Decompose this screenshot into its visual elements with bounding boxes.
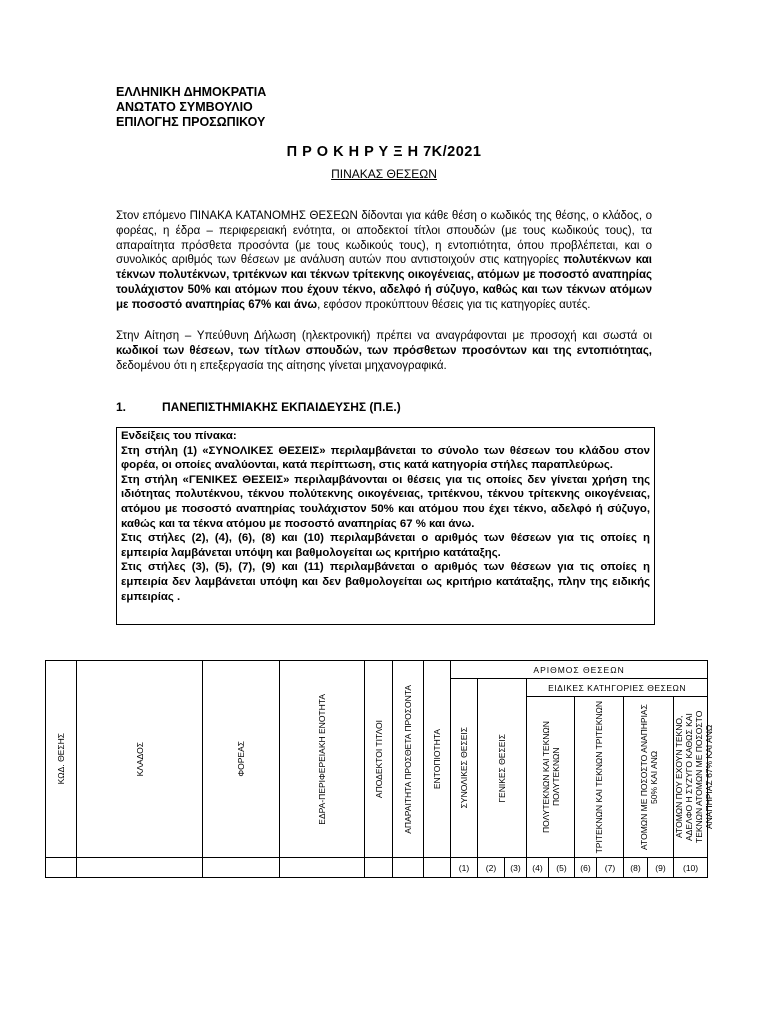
section-number: 1. <box>116 400 127 414</box>
intro-text: Στον επόμενο ΠΙΝΑΚΑ ΚΑΤΑΝΟΜΗΣ ΘΕΣΕΩΝ δίδονται για κάθε θέση ο κωδικός της θέσης, ο κλάδος, ο φορέας, η έδρα – περιφερειακή ενότητα, οι αποδεκτοί τίτλοι σπουδών (με τους κωδικούς τους), τα απαραίτητα πρόσθετα προσόντα (με τους κωδικούς τους), η εντοπιότητα, όπου προβλέπεται, και ο συνολικός αριθμός των θέσεων με ανάλυση αυτών που αντιστοιχούν στις κατηγορίες <box>116 210 652 267</box>
col-header-code: ΚΩΔ. ΘΕΣΗΣ <box>46 661 77 858</box>
col-header-cat-poly: ΠΟΛΥΤΕΚΝΩΝ ΚΑΙ ΤΕΚΝΩΝ ΠΟΛΥΤΕΚΝΩΝ <box>527 697 575 858</box>
group-header-positions: ΑΡΙΘΜΟΣ ΘΕΣΕΩΝ <box>451 661 708 679</box>
intro-text: , εφόσον προκύπτουν θέσεις για τις κατηγορίες αυτές. <box>317 298 591 311</box>
issuer-line: ΕΛΛΗΝΙΚΗ ΔΗΜΟΚΡΑΤΙΑ <box>116 85 267 99</box>
intro-text: δεδομένου ότι η επεξεργασία της αίτησης γίνεται μηχανογραφικά. <box>116 359 447 372</box>
col-number: (2) <box>478 858 505 878</box>
col-number: (3) <box>505 858 527 878</box>
col-header-general: ΓΕΝΙΚΕΣ ΘΕΣΕΙΣ <box>478 679 527 858</box>
notes-item: Στις στήλες (3), (5), (7), (9) και (11) περιλαμβάνεται ο αριθμός των θέσεων για τις οποίες η εμπειρία δεν λαμβάνεται υπόψη και δεν βαθμολογείται ως κριτήριο κατάταξης, πλην της ειδικής εμπειρίας . <box>121 561 650 603</box>
blank-cell <box>424 858 451 878</box>
col-number: (9) <box>648 858 674 878</box>
col-number: (5) <box>549 858 575 878</box>
notes-item: Στις στήλες (2), (4), (6), (8) και (10) περιλαμβάνεται ο αριθμός των θέσεων για τις οποίες η εμπειρία λαμβάνεται υπόψη και βαθμολογείται ως κριτήριο κατάταξης. <box>121 532 650 559</box>
col-number: (1) <box>451 858 478 878</box>
col-number: (4) <box>527 858 549 878</box>
intro-paragraph-2 <box>116 329 652 373</box>
col-number: (8) <box>624 858 648 878</box>
issuer-line: ΕΠΙΛΟΓΗΣ ΠΡΟΣΩΠΙΚΟΥ <box>116 115 266 129</box>
intro-paragraph-1 <box>116 209 652 313</box>
intro-text-bold: κωδικοί των θέσεων, των τίτλων σπουδών, των πρόσθετων προσόντων και της εντοπιότητας, <box>116 344 652 357</box>
col-header-seat: ΕΔΡΑ-ΠΕΡΙΦΕΡΕΙΑΚΗ ΕΝΟΤΗΤΑ <box>280 661 365 858</box>
col-header-locality: ΕΝΤΟΠΙΟΤΗΤΑ <box>424 661 451 858</box>
col-number: (7) <box>597 858 624 878</box>
notes-heading: Ενδείξεις του πίνακα: <box>121 430 237 442</box>
blank-cell <box>365 858 393 878</box>
blank-cell <box>393 858 424 878</box>
section-title: ΠΑΝΕΠΙΣΤΗΜΙΑΚΗΣ ΕΚΠΑΙΔΕΥΣΗΣ (Π.Ε.) <box>162 400 401 414</box>
issuer-line: ΑΝΩΤΑΤΟ ΣΥΜΒΟΥΛΙΟ <box>116 100 253 114</box>
notes-item: Στη στήλη (1) «ΣΥΝΟΛΙΚΕΣ ΘΕΣΕΙΣ» περιλαμβάνεται το σύνολο των θέσεων του κλάδου στον φορέα, οι οποίες αναλύονται, κατά περίπτωση, στις κατά κατηγορία στήλες παραπλεύρως. <box>121 444 650 472</box>
blank-cell <box>280 858 365 878</box>
issuer-block <box>116 85 266 130</box>
col-header-cat-tri: ΤΡΙΤΕΚΝΩΝ ΚΑΙ ΤΕΚΝΩΝ ΤΡΙΤΕΚΝΩΝ <box>575 697 624 858</box>
col-header-extra: ΑΠΑΡΑΙΤΗΤΑ ΠΡΟΣΘΕΤΑ ΠΡΟΣΟΝΤΑ <box>393 661 424 858</box>
blank-cell <box>203 858 280 878</box>
blank-cell <box>46 858 77 878</box>
col-number: (6) <box>575 858 597 878</box>
document-subtitle: ΠΙΝΑΚΑΣ ΘΕΣΕΩΝ <box>331 167 437 181</box>
table-notes-box <box>116 427 655 625</box>
group-header-special: ΕΙΔΙΚΕΣ ΚΑΤΗΓΟΡΙΕΣ ΘΕΣΕΩΝ <box>527 679 708 697</box>
col-header-degrees: ΑΠΟΔΕΚΤΟΙ ΤΙΤΛΟΙ <box>365 661 393 858</box>
notes-item: Στη στήλη «ΓΕΝΙΚΕΣ ΘΕΣΕΙΣ» περιλαμβάνονται οι θέσεις για τις οποίες δεν γίνεται χρήση της ιδιότητας πολυτέκνου, τέκνου πολύτεκνης οικογένειας, τριτέκνου, τέκνου τρίτεκνης οικογένειας, ατόμου με ποσοστό αναπηρίας τουλάχιστον 50% και ατόμου που έχει τέκνο, αδελφό ή σύζυγο, καθώς και τα τέκνα ατόμου με ποσοστό αναπηρίας 67 % και άνω. <box>121 473 650 530</box>
intro-text-bold: πολυτέκνων και τέκνων πολυτέκνων, τριτέκνων και τέκνων τρίτεκνης οικογένειας, ατόμων με ποσοστό αναπηρίας τουλάχιστον 50% και ατόμων που έχουν τέκνο, αδελφό ή σύζυγο, καθώς και των τέκνων ατόμων με ποσοστό αναπηρίας 67% και άνω <box>116 254 653 311</box>
col-header-branch: ΚΛΑΔΟΣ <box>77 661 203 858</box>
intro-text: Στην Αίτηση – Υπεύθυνη Δήλωση (ηλεκτρονική) πρέπει να αναγράφονται με προσοχή και σωστά οι <box>116 330 652 342</box>
col-number: (10) <box>674 858 708 878</box>
positions-table <box>45 660 714 878</box>
col-header-total: ΣΥΝΟΛΙΚΕΣ ΘΕΣΕΙΣ <box>451 679 478 858</box>
document-title: Π Ρ Ο Κ Η Ρ Υ Ξ Η 7Κ/2021 <box>286 144 482 160</box>
section-heading <box>116 400 401 414</box>
col-header-cat-fam: ΑΤΟΜΩΝ ΠΟΥ ΕΧΟΥΝ ΤΕΚΝΟ, ΑΔΕΛΦΟ Η ΣΥΖΥΓΟ ΚΑΘΩΣ ΚΑΙ ΤΕΚΝΩΝ ΑΤΟΜΩΝ ΜΕ ΠΟΣΟΣΤΟ ΑΝΑΠΗΡΙΑΣ 67% ΚΑΙ ΑΝΩ <box>674 697 708 858</box>
col-header-agency: ΦΟΡΕΑΣ <box>203 661 280 858</box>
blank-cell <box>77 858 203 878</box>
col-header-cat-dis: ΑΤΟΜΩΝ ΜΕ ΠΟΣΟΣΤΟ ΑΝΑΠΗΡΙΑΣ 50% ΚΑΙ ΑΝΩ <box>624 697 674 858</box>
